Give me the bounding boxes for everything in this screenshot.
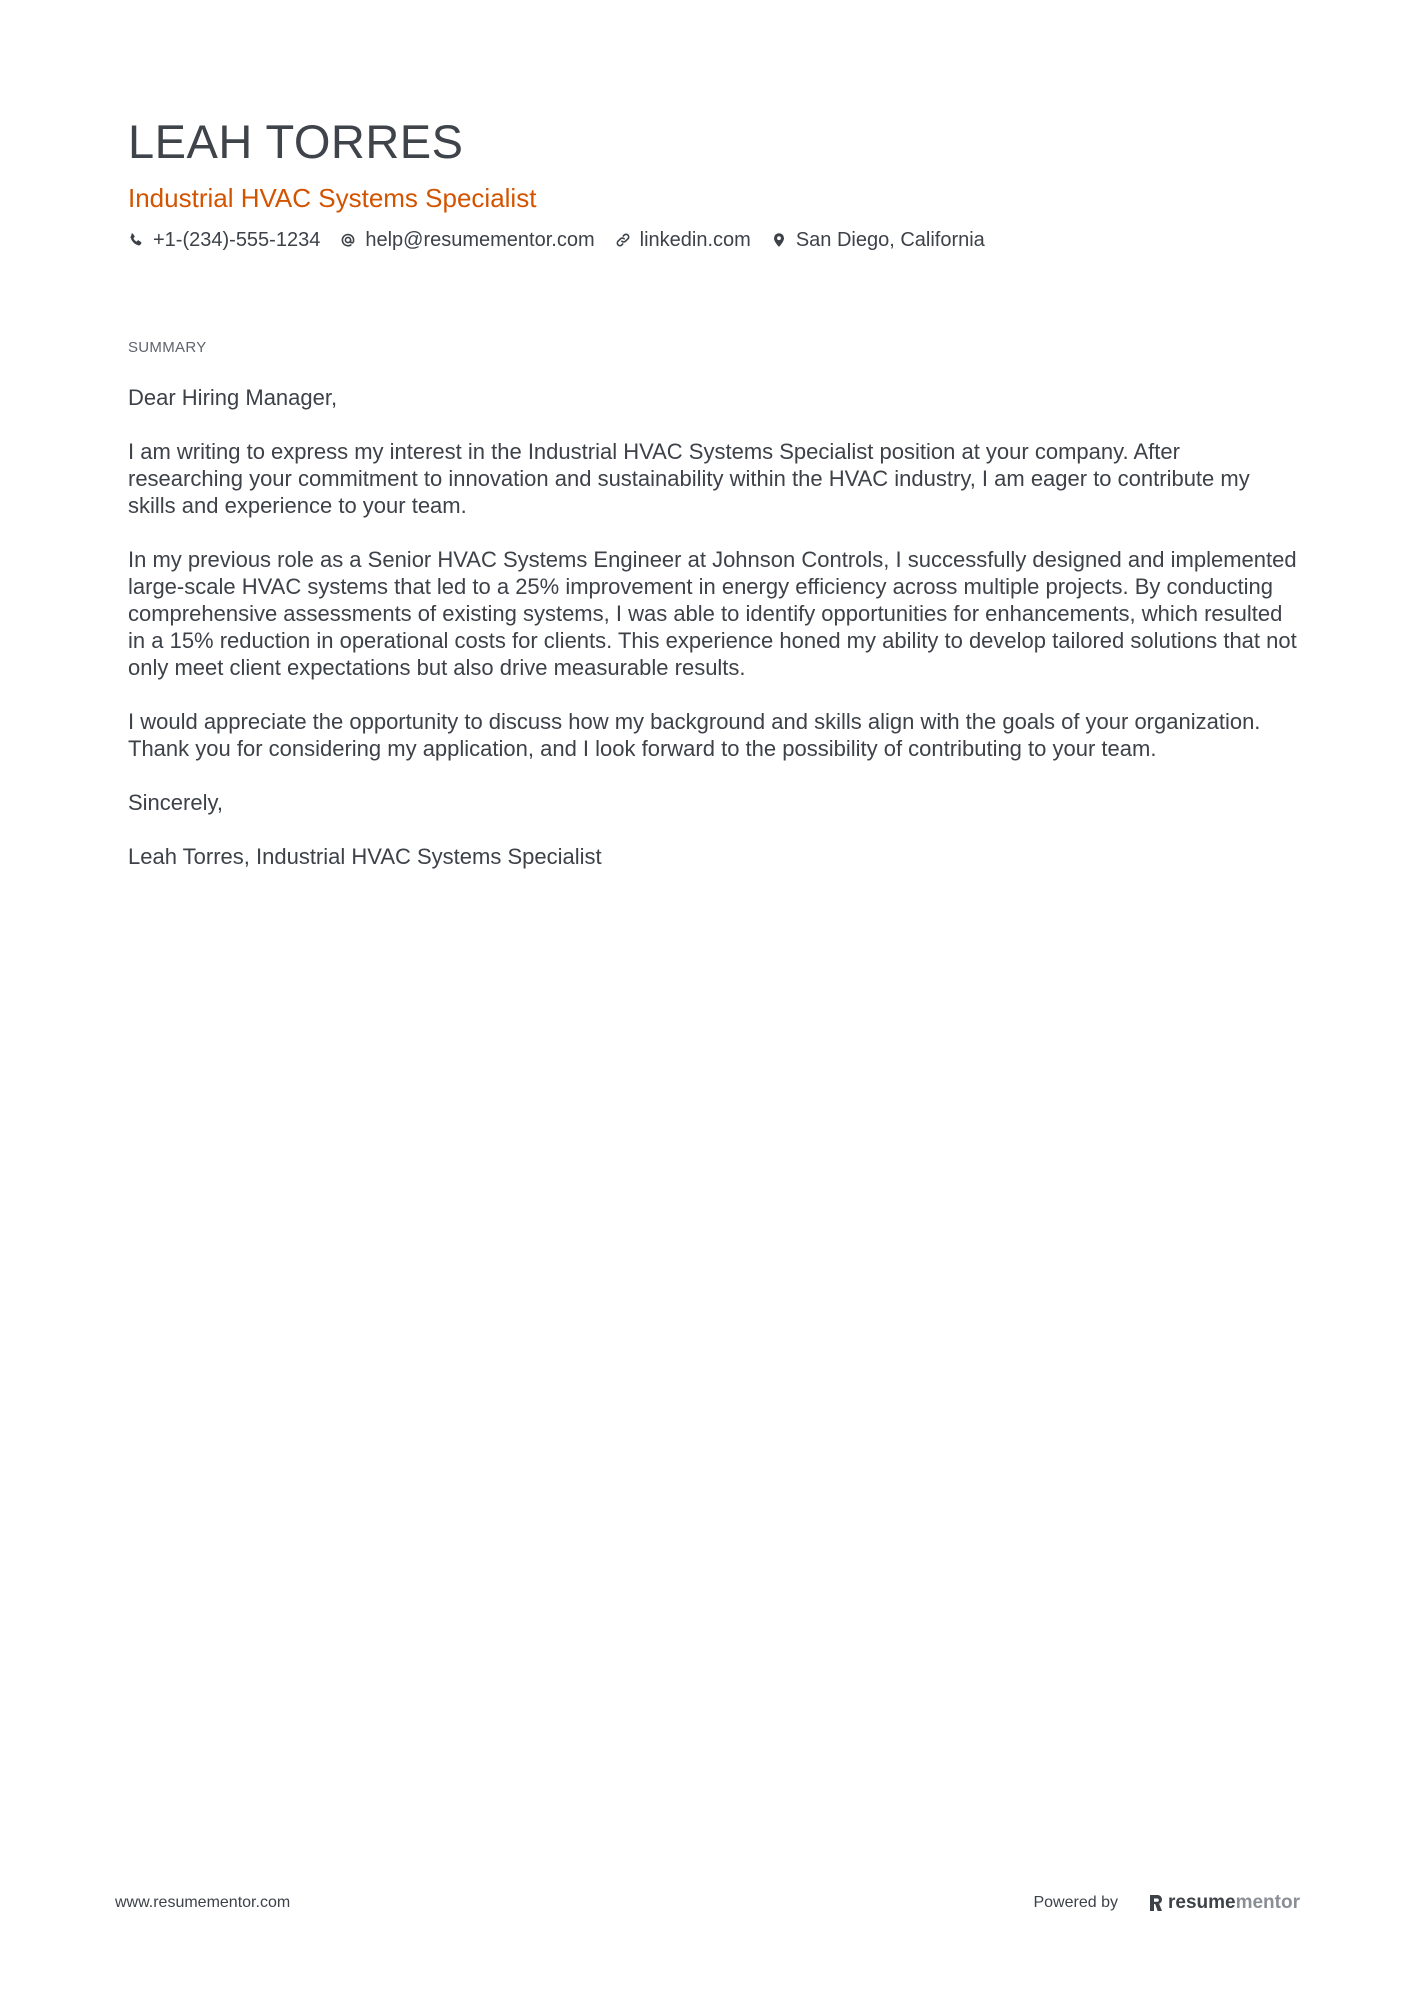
contact-linkedin-text: linkedin.com xyxy=(639,229,751,251)
letter-signature: Leah Torres, Industrial HVAC Systems Specialist xyxy=(128,844,602,869)
contact-linkedin[interactable] xyxy=(615,226,751,254)
phone-icon xyxy=(128,232,144,248)
letter-paragraph: I would appreciate the opportunity to discuss how my background and skills align with the goals of your organization. Thank you for considering my application, and I look forward to the possibility of contributing to your team. xyxy=(128,709,1261,761)
location-pin-icon xyxy=(771,232,787,248)
letter-paragraph: I am writing to express my interest in the Industrial HVAC Systems Specialist position at your company. After researching your commitment to innovation and sustainability within the HVAC industry, I am eager to contribute my skills and experience to your team. xyxy=(128,439,1250,518)
header xyxy=(128,112,1288,254)
at-icon xyxy=(340,232,356,248)
letter-body xyxy=(128,384,1298,897)
resumementor-logo-icon xyxy=(1148,1893,1164,1913)
section-heading-summary: SUMMARY xyxy=(128,339,207,356)
contact-bar xyxy=(128,226,1288,254)
candidate-name: LEAH TORRES xyxy=(128,115,464,168)
contact-email-text: help@resumementor.com xyxy=(365,229,595,251)
footer-website-link[interactable]: www.resumementor.com xyxy=(115,1894,291,1911)
contact-location-text: San Diego, California xyxy=(795,229,985,251)
powered-by-label: Powered by xyxy=(1033,1894,1118,1911)
brand-name-part1: resume xyxy=(1167,1892,1236,1913)
job-title: Industrial HVAC Systems Specialist xyxy=(128,183,537,213)
letter-paragraph: In my previous role as a Senior HVAC Systems Engineer at Johnson Controls, I successfully designed and implemented large-scale HVAC systems that led to a 25% improvement in energy efficiency across multiple projects. By conducting comprehensive assessments of existing systems, I was able to identify opportunities for enhancements, which resulted in a 15% reduction in operational costs for clients. This experience honed my ability to develop tailored solutions that not only meet client expectations but also drive measurable results. xyxy=(128,547,1297,680)
footer xyxy=(115,1888,1300,1918)
contact-location xyxy=(771,226,985,254)
brand-name-part2: mentor xyxy=(1235,1892,1300,1913)
contact-email[interactable] xyxy=(340,226,594,254)
contact-phone-text: +1-(234)-555-1234 xyxy=(153,229,321,251)
letter-greeting: Dear Hiring Manager, xyxy=(128,385,338,410)
letter-closing: Sincerely, xyxy=(128,790,223,815)
powered-by xyxy=(1033,1888,1300,1918)
resumementor-logo[interactable] xyxy=(1148,1892,1300,1914)
link-icon xyxy=(615,232,631,248)
contact-phone xyxy=(128,226,320,254)
